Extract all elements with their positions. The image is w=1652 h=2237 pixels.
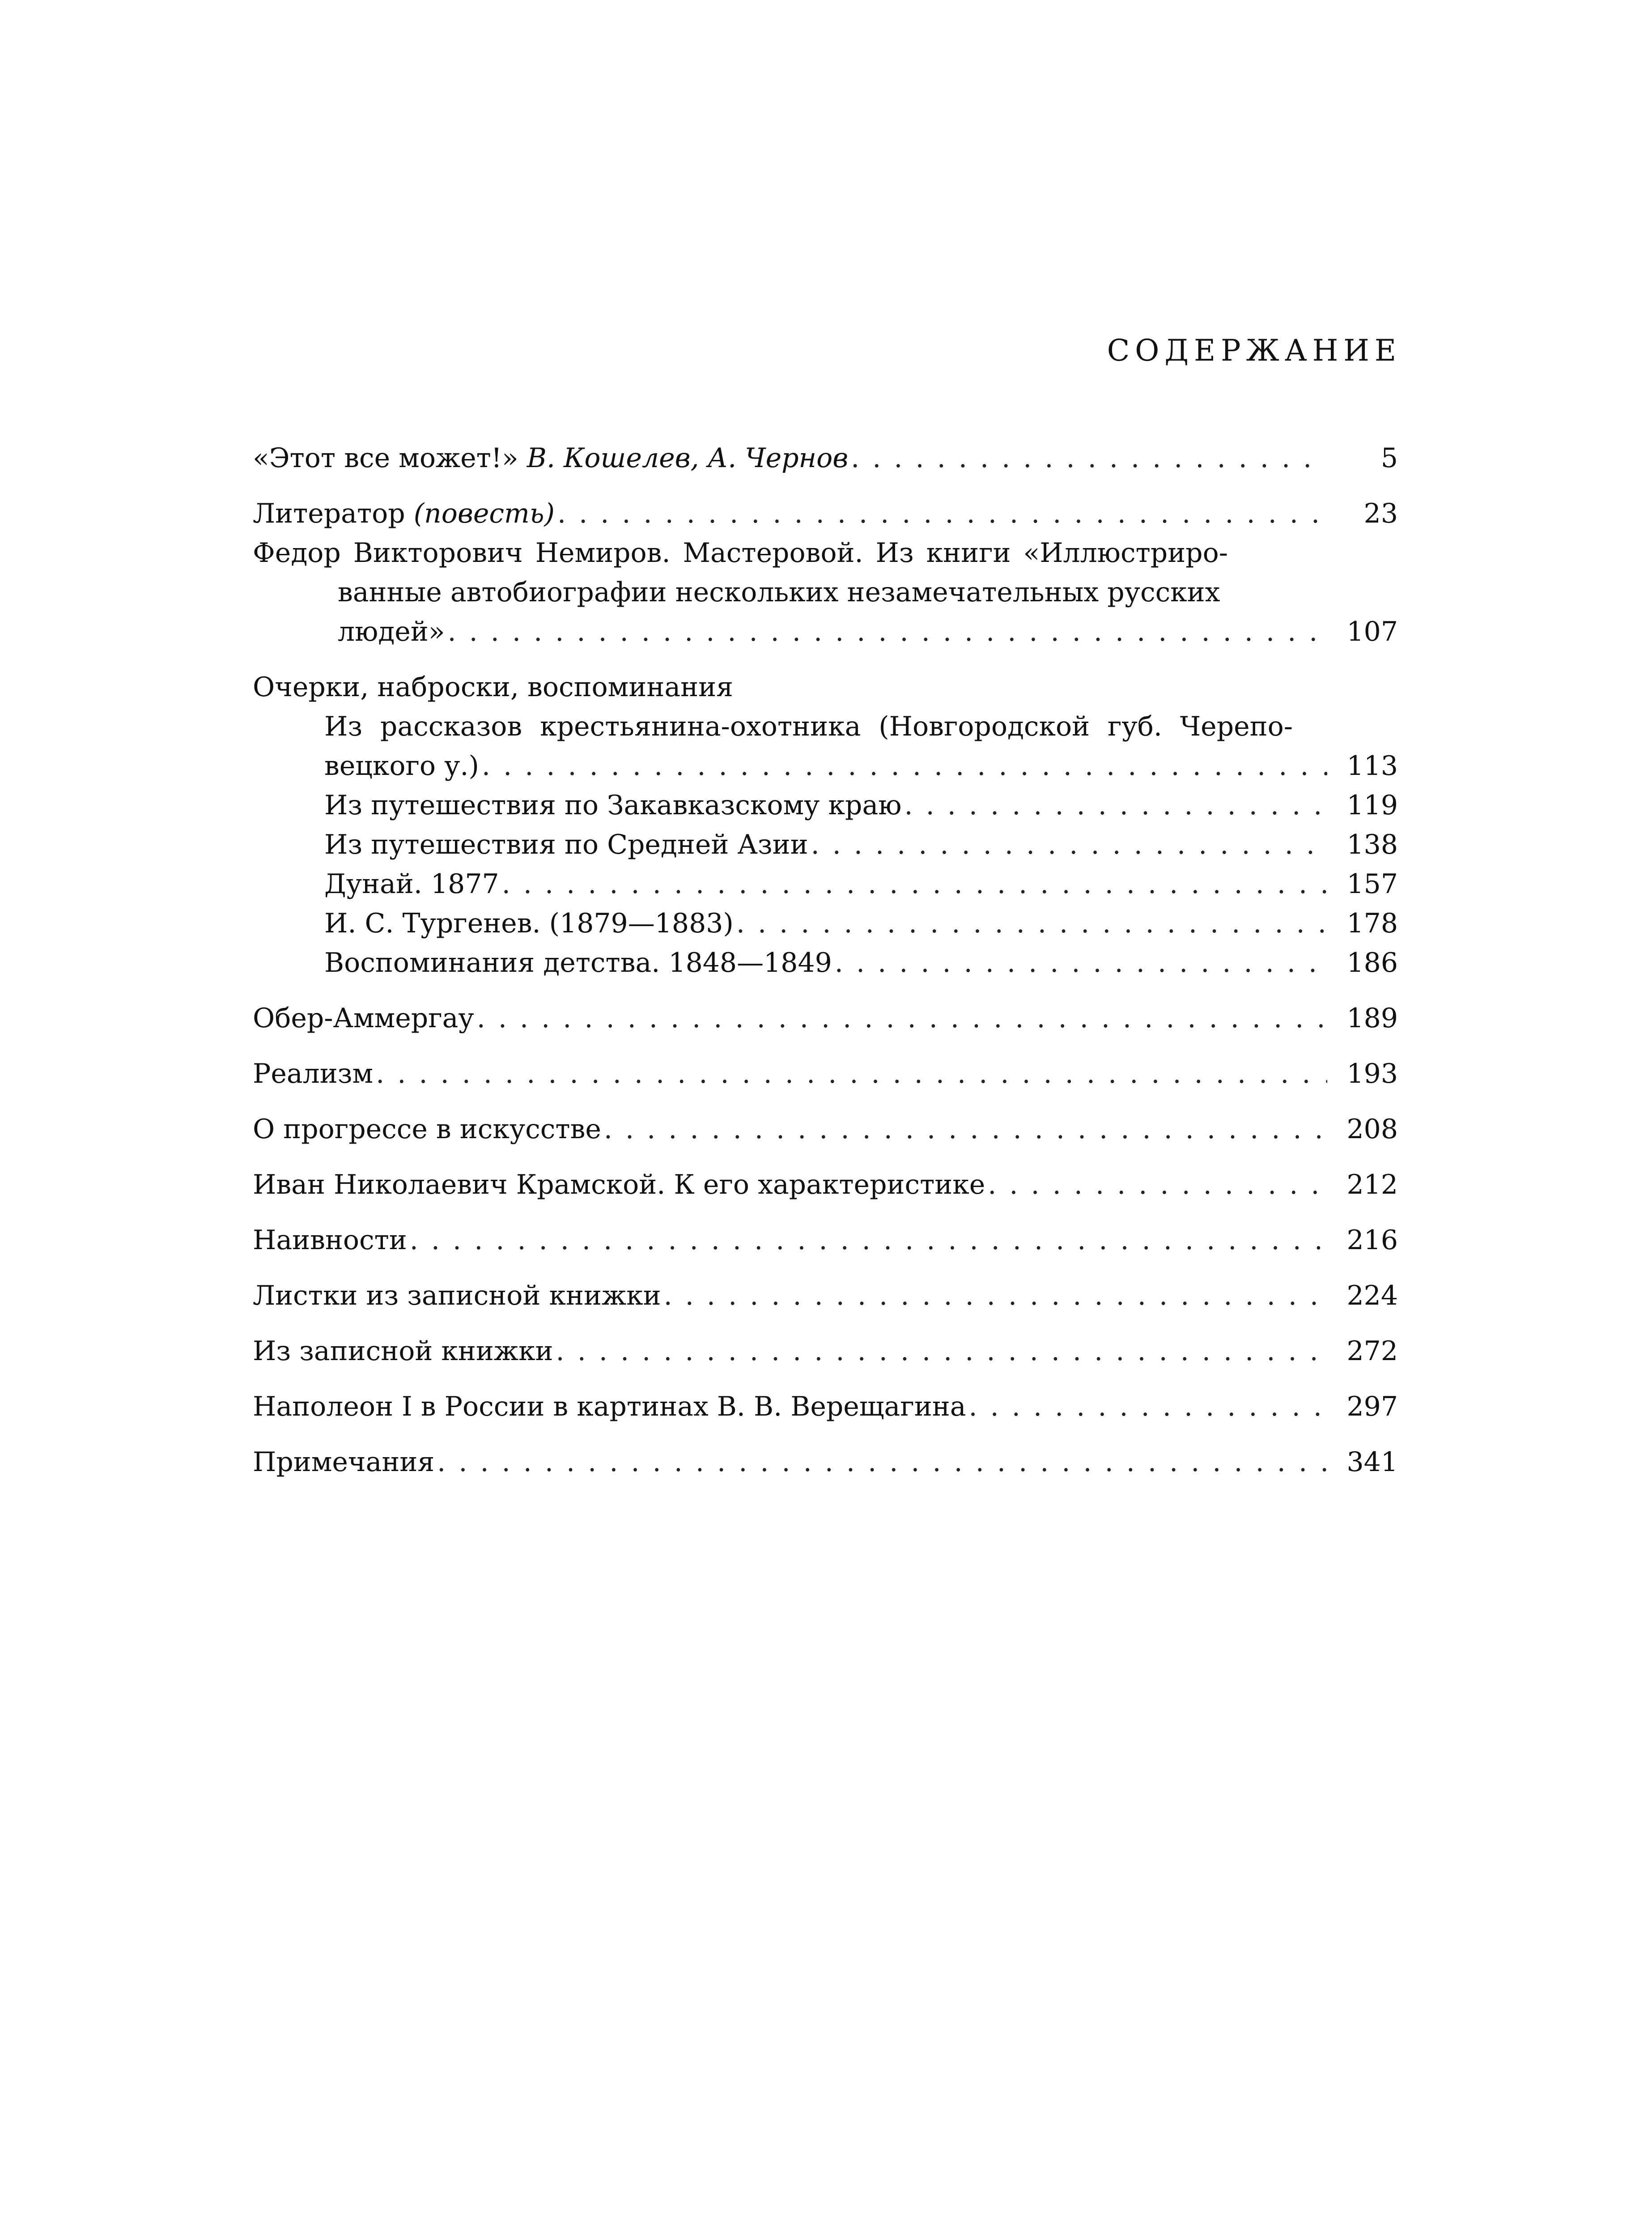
- page-number: 272: [1346, 1335, 1398, 1367]
- toc-entry-title: Воспоминания детства. 1848—1849: [324, 947, 832, 978]
- toc-entry-realizm: [253, 1054, 1398, 1093]
- toc-entry-title: «Этот все может!» В. Кошелев, А. Чернов: [253, 442, 849, 474]
- toc-entry-title: Литератор (повесть): [253, 498, 555, 529]
- dot-leader: [376, 1054, 1327, 1093]
- page-number: 224: [1346, 1280, 1398, 1311]
- dot-leader: [477, 999, 1327, 1038]
- toc-entry-vospominaniya-detstva: [253, 943, 1398, 982]
- page-number: 5: [1380, 442, 1398, 474]
- page-number: 341: [1346, 1446, 1398, 1478]
- toc-entry-title: людей»: [338, 616, 445, 647]
- dot-leader: [664, 1276, 1327, 1315]
- dot-leader: [851, 438, 1327, 478]
- toc-entry-iz-zapisnoj-knizhki: [253, 1331, 1398, 1371]
- page-number: 107: [1346, 616, 1398, 647]
- toc-entry-dunaj: [253, 864, 1398, 904]
- dot-leader: [736, 904, 1327, 943]
- toc-entry-title: вецкого у.): [324, 750, 479, 782]
- toc-entry-o-progresse: [253, 1110, 1398, 1149]
- toc-entry-line: Федор Викторович Немиров. Мастеровой. Из книги «Иллюстриро-: [253, 537, 1228, 569]
- toc-entry-line-last: [253, 612, 1398, 651]
- toc-entry-title: Иван Николаевич Крамской. К его характеристике: [253, 1169, 985, 1200]
- dot-leader: [557, 494, 1327, 533]
- dot-leader: [437, 1442, 1327, 1482]
- toc-entry-title: Обер-Аммергау: [253, 1003, 474, 1034]
- toc-entry-naivnosti: [253, 1221, 1398, 1260]
- page-number: 212: [1346, 1169, 1398, 1200]
- toc-entry-turgenev: [253, 904, 1398, 943]
- page-number: 189: [1346, 1003, 1398, 1034]
- toc-entry-title: Из путешествия по Закавказскому краю: [324, 790, 902, 821]
- page-number: 216: [1346, 1225, 1398, 1256]
- dot-leader: [904, 786, 1327, 825]
- toc-entry-nemirov: [253, 533, 1398, 651]
- dot-leader: [448, 612, 1327, 651]
- toc-entry-line-last: [253, 746, 1398, 786]
- toc-entry-kramskoj: [253, 1165, 1398, 1204]
- page-number: 193: [1346, 1058, 1398, 1089]
- page-number: 157: [1346, 868, 1398, 900]
- page-number: 119: [1346, 790, 1398, 821]
- toc-entry-etot-vse-mozhet: [253, 438, 1398, 478]
- toc-entry-primechaniya: [253, 1442, 1398, 1482]
- dot-leader: [835, 943, 1327, 982]
- page-title: СОДЕРЖАНИЕ: [1107, 333, 1401, 368]
- page-number: 297: [1346, 1391, 1398, 1422]
- toc-entry-srednyaya-aziya: [253, 825, 1398, 864]
- toc-entry-listki: [253, 1276, 1398, 1315]
- dot-leader: [410, 1221, 1327, 1260]
- page-number: 178: [1346, 908, 1398, 939]
- toc-entry-title: О прогрессе в искусстве: [253, 1114, 601, 1145]
- page-number: 138: [1346, 829, 1398, 860]
- page-number: 186: [1346, 947, 1398, 978]
- dot-leader: [604, 1110, 1327, 1149]
- dot-leader: [482, 746, 1327, 786]
- dot-leader: [502, 864, 1327, 904]
- toc-entry-title: Примечания: [253, 1446, 435, 1478]
- table-of-contents: [253, 438, 1398, 1482]
- toc-entry-title: Дунай. 1877: [324, 868, 499, 900]
- toc-entry-title: Наивности: [253, 1225, 407, 1256]
- page-number: 208: [1346, 1114, 1398, 1145]
- toc-entry-literator: [253, 494, 1398, 533]
- toc-entry-ober-ammergau: [253, 999, 1398, 1038]
- dot-leader: [556, 1331, 1327, 1371]
- dot-leader: [988, 1165, 1327, 1204]
- toc-entry-title: Из записной книжки: [253, 1335, 553, 1367]
- dot-leader: [811, 825, 1327, 864]
- toc-section-heading: Очерки, наброски, воспоминания: [253, 672, 733, 703]
- toc-entry-title: Из путешествия по Средней Азии: [324, 829, 808, 860]
- toc-entry-iz-rasskazov: [253, 707, 1398, 786]
- toc-entry-title: Наполеон I в России в картинах В. В. Верещагина: [253, 1391, 966, 1422]
- toc-entry-title: Листки из записной книжки: [253, 1280, 661, 1311]
- toc-entry-title: Реализм: [253, 1058, 374, 1089]
- toc-entry-note: (повесть): [413, 498, 555, 529]
- toc-entry-napoleon: [253, 1387, 1398, 1426]
- toc-entry-title: И. С. Тургенев. (1879—1883): [324, 908, 734, 939]
- toc-entry-line: ванные автобиографии нескольких незамечательных русских: [338, 577, 1220, 608]
- toc-entry-zakavkazskij-kraj: [253, 786, 1398, 825]
- dot-leader: [969, 1387, 1327, 1426]
- page-number: 23: [1363, 498, 1398, 529]
- toc-entry-line: Из рассказов крестьянина-охотника (Новгородской губ. Черепо-: [324, 711, 1293, 742]
- page-number: 113: [1346, 750, 1398, 782]
- toc-entry-author: В. Кошелев, А. Чернов: [527, 442, 849, 474]
